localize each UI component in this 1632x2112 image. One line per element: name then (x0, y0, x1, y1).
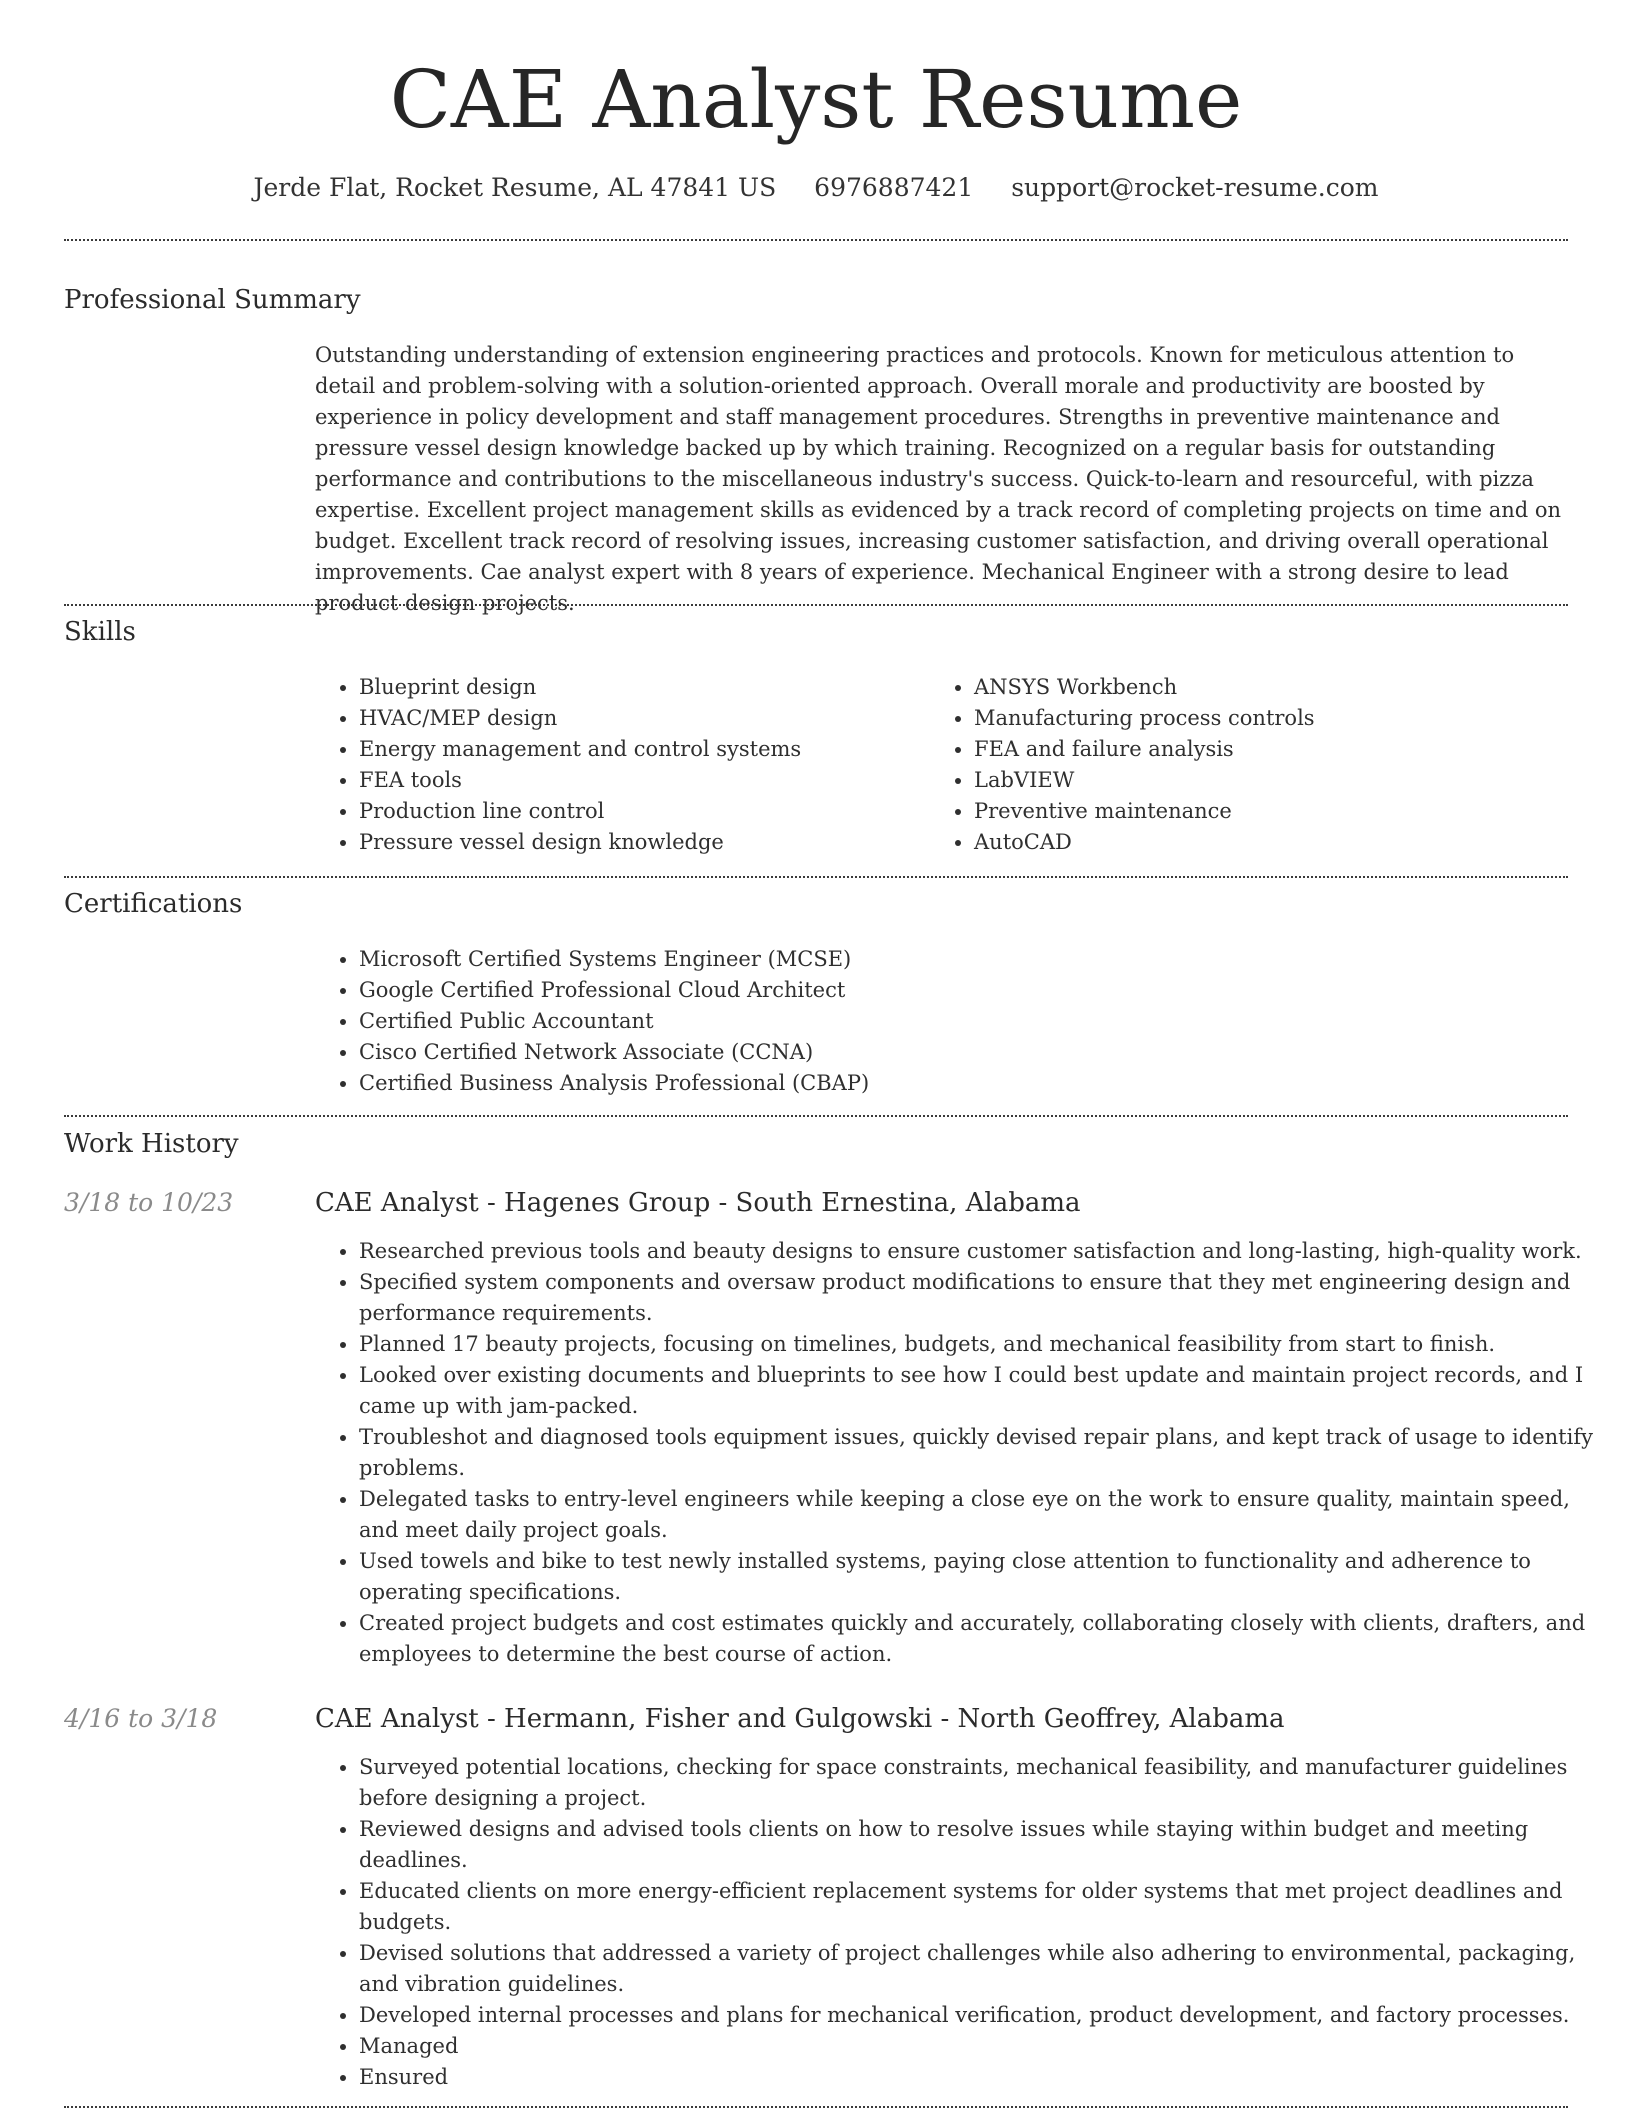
summary-text: Outstanding understanding of extension engineering practices and protocols. Known for meticulous attention to detail and problem-solving with a solution-oriented approach. Overall morale and productivity are boosted by experience in policy development and staff management procedures. Strengths in preventive maintenance and pressure vessel design knowledge backed up by which training. Recognized on a regular basis for outstanding performance and contributions to the miscellaneous industry's success. Quick-to-learn and resourceful, with pizza expertise. Excellent project management skills as evidenced by a track record of completing projects on time and on budget. Excellent track record of resolving issues, increasing customer satisfaction, and driving overall operational improvements. Cae analyst expert with 8 years of experience. Mechanical Engineer with a strong desire to lead product design projects. (315, 343, 1562, 615)
list-item: • Certified Business Analysis Professional (CBAP) (359, 1068, 1589, 1099)
list-item: • Preventive maintenance (974, 796, 1594, 827)
section-title-work-history: Work History (64, 1129, 239, 1159)
list-item: • Managed (359, 2031, 1614, 2062)
section-title-summary: Professional Summary (64, 285, 361, 315)
divider (64, 1115, 1568, 1117)
list-item: • Specified system components and oversaw product modifications to ensure that they met engineering design and performance requirements. (359, 1267, 1614, 1329)
list-item: • Certified Public Accountant (359, 1006, 1589, 1037)
list-item: • Looked over existing documents and blueprints to see how I could best update and maintain project records, and I came up with jam-packed. (359, 1360, 1614, 1422)
list-item: • HVAC/MEP design (359, 703, 919, 734)
list-item: • Google Certified Professional Cloud Architect (359, 975, 1589, 1006)
list-item: • LabVIEW (974, 765, 1594, 796)
list-item: • Developed internal processes and plans for mechanical verification, product development, and factory processes. (359, 2000, 1614, 2031)
skills-list-right (930, 672, 1594, 858)
list-item: • Cisco Certified Network Associate (CCNA) (359, 1037, 1589, 1068)
job-bullets (315, 1236, 1614, 1670)
list-item: • Production line control (359, 796, 919, 827)
list-item: • ANSYS Workbench (974, 672, 1594, 703)
list-item: • Used towels and bike to test newly installed systems, paying close attention to functionality and adherence to operating specifications. (359, 1546, 1614, 1608)
job-dates: 3/18 to 10/23 (64, 1188, 234, 1217)
contact-email: support@rocket-resume.com (1011, 173, 1379, 202)
section-title-skills: Skills (64, 617, 136, 647)
list-item: • Pressure vessel design knowledge (359, 827, 919, 858)
list-item: • Blueprint design (359, 672, 919, 703)
list-item: • Devised solutions that addressed a variety of project challenges while also adhering to environmental, packaging, and vibration guidelines. (359, 1938, 1614, 2000)
list-item: • FEA tools (359, 765, 919, 796)
divider (64, 239, 1568, 241)
job-title: CAE Analyst - Hermann, Fisher and Gulgowski - North Geoffrey, Alabama (315, 1704, 1285, 1734)
contact-line (0, 170, 1632, 206)
list-item: • Manufacturing process controls (974, 703, 1594, 734)
list-item: • Planned 17 beauty projects, focusing on timelines, budgets, and mechanical feasibility from start to finish. (359, 1329, 1614, 1360)
list-item: • Microsoft Certified Systems Engineer (MCSE) (359, 944, 1589, 975)
job-dates: 4/16 to 3/18 (64, 1704, 218, 1733)
list-item: • AutoCAD (974, 827, 1594, 858)
divider (64, 2106, 1568, 2108)
list-item: • Surveyed potential locations, checking for space constraints, mechanical feasibility, and manufacturer guidelines before designing a project. (359, 1752, 1614, 1814)
job-title: CAE Analyst - Hagenes Group - South Ernestina, Alabama (315, 1188, 1081, 1218)
resume-title: CAE Analyst Resume (389, 53, 1243, 146)
section-title-certifications: Certifications (64, 889, 243, 919)
job-bullets (315, 1752, 1614, 2093)
certifications-list (315, 944, 1589, 1099)
list-item: • Troubleshot and diagnosed tools equipment issues, quickly devised repair plans, and kept track of usage to identify problems. (359, 1422, 1614, 1484)
list-item: • Ensured (359, 2062, 1614, 2093)
contact-address: Jerde Flat, Rocket Resume, AL 47841 US (253, 173, 777, 202)
list-item: • Reviewed designs and advised tools clients on how to resolve issues while staying within budget and meeting deadlines. (359, 1814, 1614, 1876)
list-item: • Delegated tasks to entry-level engineers while keeping a close eye on the work to ensure quality, maintain speed, and meet daily project goals. (359, 1484, 1614, 1546)
contact-phone: 6976887421 (814, 173, 974, 202)
divider (64, 604, 1568, 606)
list-item: • Created project budgets and cost estimates quickly and accurately, collaborating closely with clients, drafters, and employees to determine the best course of action. (359, 1608, 1614, 1670)
divider (64, 876, 1568, 878)
skills-list-left (315, 672, 919, 858)
list-item: • Energy management and control systems (359, 734, 919, 765)
list-item: • Educated clients on more energy-efficient replacement systems for older systems that met project deadlines and budgets. (359, 1876, 1614, 1938)
list-item: • Researched previous tools and beauty designs to ensure customer satisfaction and long-lasting, high-quality work. (359, 1236, 1614, 1267)
list-item: • FEA and failure analysis (974, 734, 1594, 765)
